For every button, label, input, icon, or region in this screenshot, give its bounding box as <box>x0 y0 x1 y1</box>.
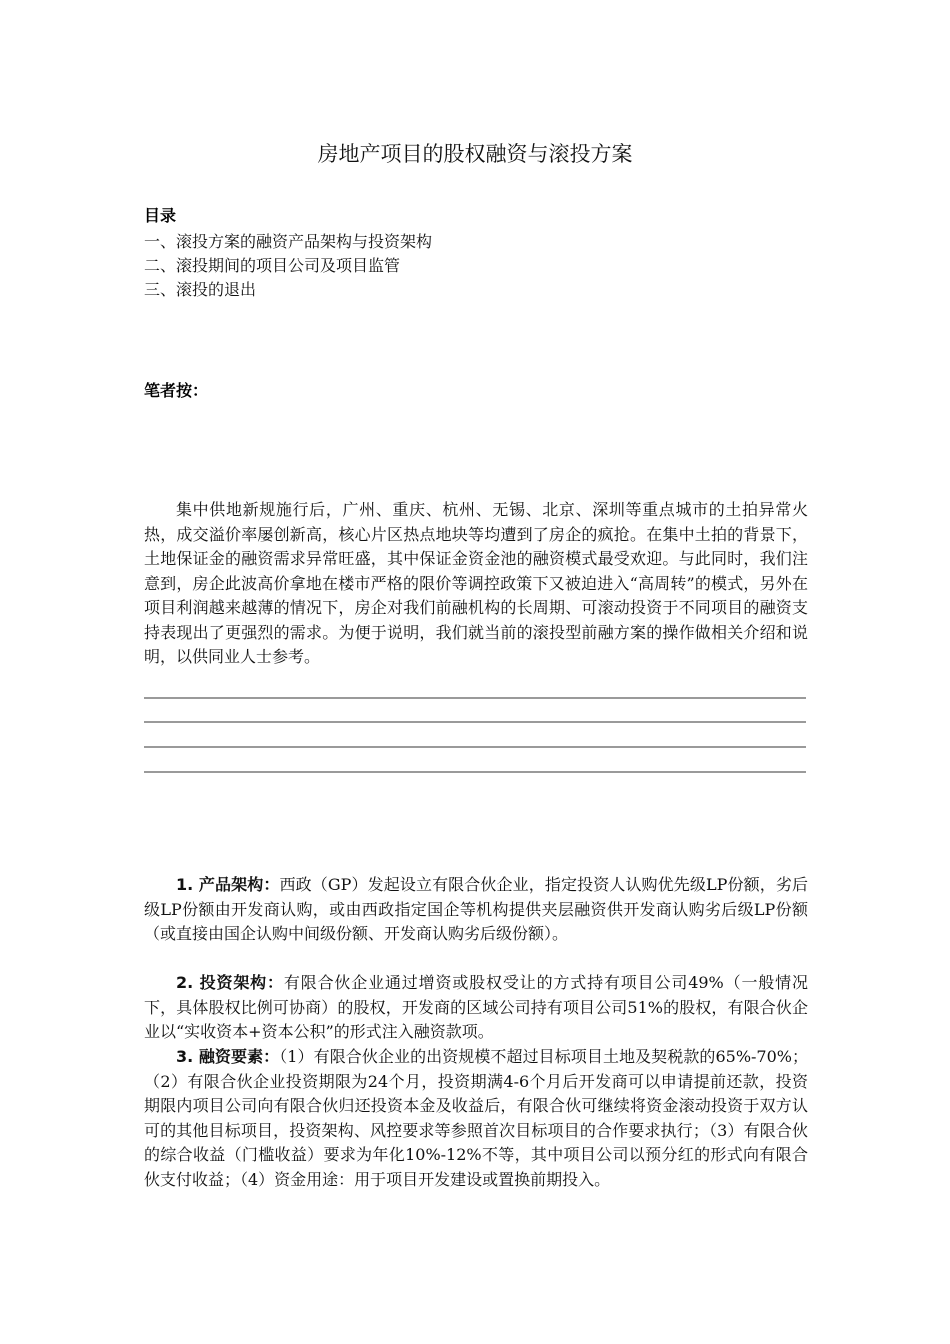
section-financing-elements <box>144 1045 808 1192</box>
horizontal-rule <box>144 746 806 748</box>
section-product-structure <box>144 873 808 947</box>
toc-item: 二、滚投期间的项目公司及项目监管 <box>144 256 401 275</box>
horizontal-rule <box>144 697 806 699</box>
toc-item: 三、滚投的退出 <box>144 280 257 299</box>
section-text: （1）有限合伙企业的出资规模不超过目标项目土地及契税款的65%-70%；（2）有限合伙企业投资期限为24个月，投资期满4-6个月后开发商可以申请提前还款，投资期限内项目公司向有限合伙归还投资本金及收益后，有限合伙可继续将资金滚动投资于双方认可的其他目标项目，投资架构、风控要求等参照首次目标项目的合作要求执行；（3）有限合伙的综合收益（门槛收益）要求为年化10%-12%不等，其中项目公司以预分红的形式向有限合伙支付收益；（4）资金用途：用于项目开发建设或置换前期投入。 <box>144 1047 808 1189</box>
section-text: 西政（GP）发起设立有限合伙企业，指定投资人认购优先级LP份额，劣后级LP份额由开发商认购，或由西政指定国企等机构提供夹层融资供开发商认购劣后级LP份额（或直接由国企认购中间级份额、开发商认购劣后级份额）。 <box>144 875 808 943</box>
horizontal-rule <box>144 721 806 723</box>
toc-item: 一、滚投方案的融资产品架构与投资架构 <box>144 232 433 251</box>
section-text: 有限合伙企业通过增资或股权受让的方式持有项目公司49%（一般情况下，具体股权比例可协商）的股权，开发商的区域公司持有项目公司51%的股权，有限合伙企业以“实收资本+资本公积”的形式注入融资款项。 <box>144 973 808 1041</box>
horizontal-rule <box>144 771 806 773</box>
toc-heading: 目录 <box>144 206 177 225</box>
document-title: 房地产项目的股权融资与滚投方案 <box>317 142 633 166</box>
section-label: 3. 融资要素： <box>176 1047 280 1066</box>
section-investment-structure <box>144 971 808 1045</box>
section-label: 1. 产品架构： <box>176 875 280 894</box>
author-note-paragraph: 集中供地新规施行后，广州、重庆、杭州、无锡、北京、深圳等重点城市的土拍异常火热，成交溢价率屡创新高，核心片区热点地块等均遭到了房企的疯抢。在集中土拍的背景下，土地保证金的融资需求异常旺盛，其中保证金资金池的融资模式最受欢迎。与此同时，我们注意到，房企此波高价拿地在楼市严格的限价等调控政策下又被迫进入“高周转”的模式，另外在项目利润越来越薄的情况下，房企对我们前融机构的长周期、可滚动投资于不同项目的融资支持表现出了更强烈的需求。为便于说明，我们就当前的滚投型前融方案的操作做相关介绍和说明，以供同业人士参考。 <box>144 500 808 666</box>
author-note-heading: 笔者按： <box>144 381 209 400</box>
section-label: 2. 投资架构： <box>176 973 284 992</box>
